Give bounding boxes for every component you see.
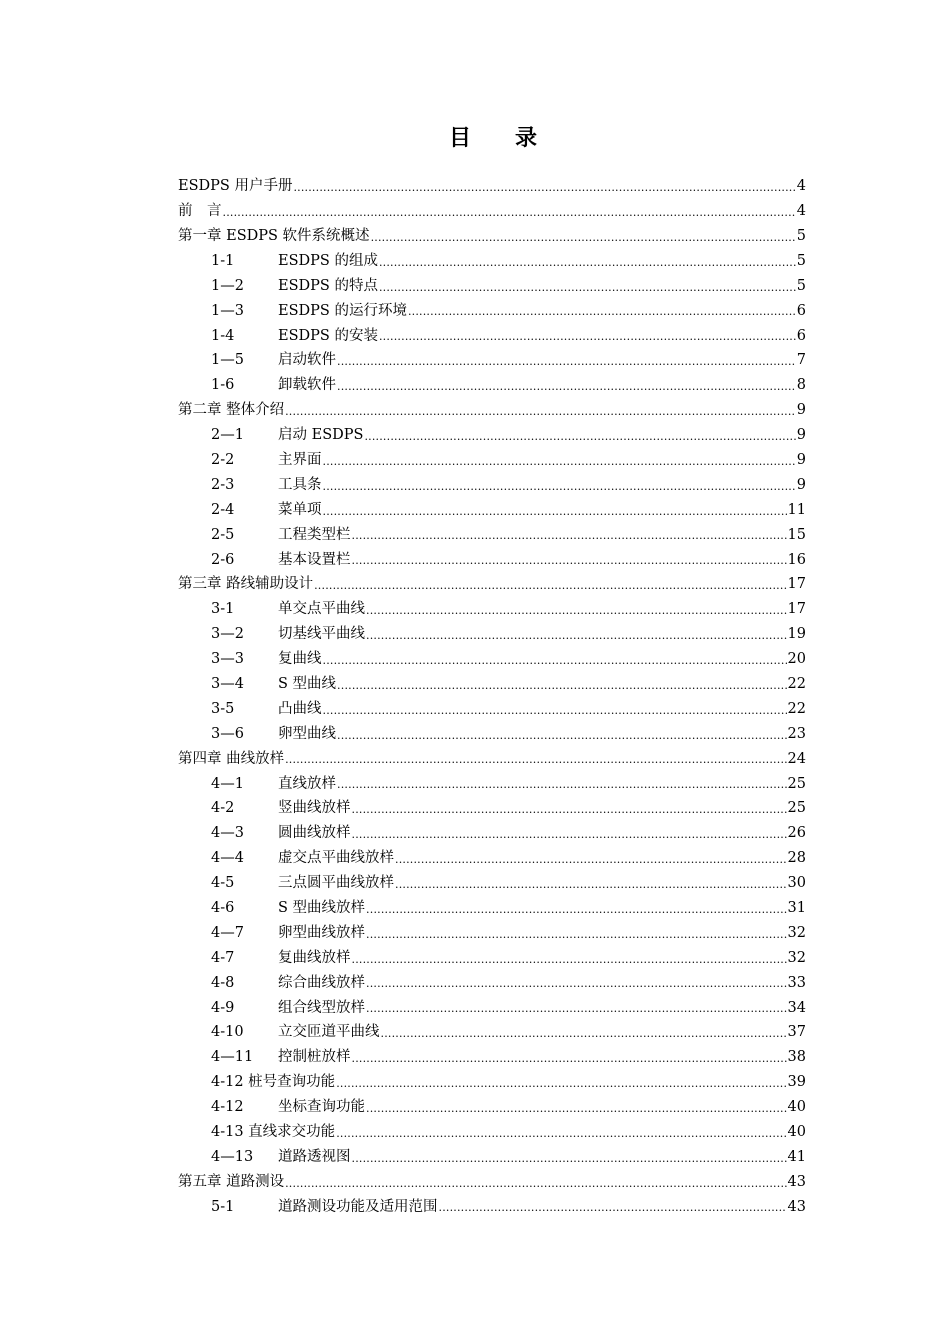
toc-dot-leader bbox=[293, 182, 795, 193]
toc-entry-page-number: 5 bbox=[796, 277, 806, 294]
toc-subentry[interactable] bbox=[178, 1145, 806, 1170]
toc-subentry[interactable] bbox=[178, 946, 806, 971]
toc-dot-leader bbox=[379, 331, 796, 342]
toc-dot-leader bbox=[408, 306, 796, 317]
toc-entry-label: 控制桩放样 bbox=[278, 1049, 351, 1066]
toc-entry-page-number: 8 bbox=[796, 377, 806, 394]
toc-entry-number: 1—3 bbox=[211, 302, 244, 319]
toc-entry-page-number: 25 bbox=[787, 800, 806, 817]
toc-entry[interactable] bbox=[178, 224, 806, 249]
toc-subentry[interactable] bbox=[178, 647, 806, 672]
toc-entry[interactable] bbox=[178, 174, 806, 199]
toc-dot-leader bbox=[439, 1202, 787, 1213]
toc-entry-page-number: 25 bbox=[787, 775, 806, 792]
toc-dot-leader bbox=[352, 804, 787, 815]
toc-entry-page-number: 33 bbox=[787, 974, 806, 991]
toc-entry-page-number: 20 bbox=[787, 651, 806, 668]
toc-entry-number: 2—1 bbox=[211, 427, 244, 444]
toc-subentry[interactable] bbox=[178, 971, 806, 996]
toc-entry-label: 第一章 ESDPS 软件系统概述 bbox=[178, 227, 370, 244]
toc-entry-number: 2-4 bbox=[211, 501, 235, 518]
toc-subentry[interactable] bbox=[178, 274, 806, 299]
toc-entry-page-number: 4 bbox=[796, 178, 806, 195]
toc-dot-leader bbox=[337, 680, 787, 691]
toc-entry-page-number: 22 bbox=[787, 700, 806, 717]
toc-entry-number: 4—7 bbox=[211, 924, 244, 941]
toc-entry-page-number: 22 bbox=[787, 676, 806, 692]
toc-dot-leader bbox=[323, 655, 787, 666]
toc-entry-label: 工程类型栏 bbox=[278, 526, 351, 543]
toc-entry-page-number: 6 bbox=[796, 327, 806, 344]
toc-dot-leader bbox=[352, 1153, 787, 1164]
toc-entry-number: 1-4 bbox=[211, 327, 235, 344]
toc-subentry[interactable] bbox=[178, 1120, 806, 1145]
toc-subentry[interactable] bbox=[178, 672, 806, 697]
toc-entry-label: 启动软件 bbox=[278, 352, 336, 369]
toc-entry-label: 基本设置栏 bbox=[278, 551, 351, 568]
toc-dot-leader bbox=[285, 754, 786, 765]
toc-entry-page-number: 17 bbox=[787, 576, 806, 593]
toc-entry-page-number: 40 bbox=[787, 1124, 806, 1141]
toc-dot-leader bbox=[336, 1128, 786, 1139]
toc-dot-leader bbox=[366, 1003, 787, 1014]
toc-entry-number: 4-8 bbox=[211, 974, 235, 991]
toc-entry-number: 4—11 bbox=[211, 1049, 254, 1066]
toc-entry-label: ESDPS 的安装 bbox=[278, 327, 378, 344]
toc-entry-page-number: 31 bbox=[787, 900, 806, 917]
toc-entry-label: 综合曲线放样 bbox=[278, 974, 365, 991]
toc-dot-leader bbox=[352, 1053, 787, 1064]
toc-entry-page-number: 9 bbox=[796, 476, 806, 493]
toc-dot-leader bbox=[352, 954, 787, 965]
toc-entry-label: 道路测设功能及适用范围 bbox=[278, 1198, 438, 1215]
toc-entry-number: 4—4 bbox=[211, 850, 244, 867]
toc-entry-number: 1—5 bbox=[211, 352, 244, 369]
toc-entry-label: 主界面 bbox=[278, 451, 322, 468]
toc-entry-number: 4-2 bbox=[211, 800, 235, 817]
toc-entry-number: 3-1 bbox=[211, 601, 235, 618]
toc-entry-label: 切基线平曲线 bbox=[278, 626, 365, 643]
toc-entry-label: 4-12 桩号查询功能 bbox=[211, 1074, 336, 1091]
toc-dot-leader bbox=[366, 904, 787, 915]
toc-entry-page-number: 5 bbox=[796, 227, 806, 244]
toc-entry-label: 第三章 路线辅助设计 bbox=[178, 576, 314, 593]
toc-subentry[interactable] bbox=[178, 348, 806, 373]
toc-dot-leader bbox=[323, 481, 796, 492]
toc-dot-leader bbox=[366, 929, 787, 940]
toc-entry-page-number: 28 bbox=[787, 850, 806, 867]
toc-dot-leader bbox=[323, 456, 796, 467]
toc-entry-page-number: 11 bbox=[787, 501, 806, 518]
toc-entry-page-number: 7 bbox=[796, 352, 806, 369]
toc-entry-number: 4-10 bbox=[211, 1024, 244, 1041]
toc-subentry[interactable] bbox=[178, 896, 806, 921]
toc-entry-number: 4-7 bbox=[211, 949, 235, 966]
toc-entry-label: 道路透视图 bbox=[278, 1148, 351, 1165]
toc-subentry[interactable] bbox=[178, 448, 806, 473]
toc-entry-number: 1-1 bbox=[211, 252, 235, 269]
toc-subentry[interactable] bbox=[178, 597, 806, 622]
toc-subentry[interactable] bbox=[178, 1020, 806, 1045]
toc-entry[interactable] bbox=[178, 1170, 806, 1195]
toc-entry-label: 竖曲线放样 bbox=[278, 800, 351, 817]
toc-entry-page-number: 38 bbox=[787, 1049, 806, 1066]
toc-dot-leader bbox=[337, 381, 796, 392]
toc-entry-number: 3—4 bbox=[211, 676, 244, 692]
toc-entry-label: 卵型曲线放样 bbox=[278, 924, 365, 941]
toc-entry-label: 复曲线放样 bbox=[278, 949, 351, 966]
toc-entry-number: 1-6 bbox=[211, 377, 235, 394]
toc-dot-leader bbox=[323, 705, 787, 716]
toc-entry-page-number: 24 bbox=[787, 750, 806, 767]
toc-dot-leader bbox=[337, 730, 787, 741]
toc-subentry[interactable] bbox=[178, 547, 806, 572]
table-of-contents bbox=[178, 174, 806, 1219]
toc-entry-number: 2-3 bbox=[211, 476, 235, 493]
toc-entry-label: ESDPS 的特点 bbox=[278, 277, 378, 294]
toc-entry-label: 第二章 整体介绍 bbox=[178, 402, 285, 419]
toc-dot-leader bbox=[364, 431, 795, 442]
toc-entry-label: 虚交点平曲线放样 bbox=[278, 850, 394, 867]
toc-entry-number: 4-5 bbox=[211, 875, 235, 892]
toc-subentry[interactable] bbox=[178, 298, 806, 323]
toc-entry-label: 复曲线 bbox=[278, 651, 322, 668]
toc-entry-page-number: 34 bbox=[787, 999, 806, 1016]
toc-entry-number: 4-6 bbox=[211, 900, 235, 917]
toc-dot-leader bbox=[337, 356, 796, 367]
toc-entry-label: 第四章 曲线放样 bbox=[178, 750, 285, 767]
toc-dot-leader bbox=[314, 580, 786, 591]
toc-subentry[interactable] bbox=[178, 423, 806, 448]
toc-subentry[interactable] bbox=[178, 1195, 806, 1220]
toc-entry-page-number: 15 bbox=[787, 526, 806, 543]
toc-dot-leader bbox=[323, 506, 787, 517]
toc-entry[interactable] bbox=[178, 398, 806, 423]
toc-subentry[interactable] bbox=[178, 921, 806, 946]
toc-entry-label: 菜单项 bbox=[278, 501, 322, 518]
toc-entry[interactable] bbox=[178, 746, 806, 771]
toc-entry-number: 5-1 bbox=[211, 1198, 235, 1215]
toc-dot-leader bbox=[285, 406, 796, 417]
toc-dot-leader bbox=[395, 854, 787, 865]
toc-dot-leader bbox=[352, 829, 787, 840]
toc-entry-number: 4—1 bbox=[211, 775, 244, 792]
toc-entry-label: 卸载软件 bbox=[278, 377, 336, 394]
toc-entry-number: 3—3 bbox=[211, 651, 244, 668]
toc-dot-leader bbox=[366, 1103, 787, 1114]
toc-subentry[interactable] bbox=[178, 498, 806, 523]
toc-entry[interactable] bbox=[178, 572, 806, 597]
toc-dot-leader bbox=[337, 779, 787, 790]
toc-entry-page-number: 39 bbox=[787, 1074, 806, 1091]
toc-dot-leader bbox=[381, 1028, 787, 1039]
toc-entry[interactable] bbox=[178, 199, 806, 224]
toc-entry-label: 第五章 道路测设 bbox=[178, 1173, 285, 1190]
toc-entry-page-number: 26 bbox=[787, 825, 806, 842]
toc-subentry[interactable] bbox=[178, 871, 806, 896]
toc-dot-leader bbox=[379, 257, 796, 268]
toc-title: 目 录 bbox=[448, 125, 537, 151]
toc-entry-label: 单交点平曲线 bbox=[278, 601, 365, 618]
toc-entry-page-number: 37 bbox=[787, 1024, 806, 1041]
toc-entry-label: 直线放样 bbox=[278, 775, 336, 792]
toc-entry-label: 圆曲线放样 bbox=[278, 825, 351, 842]
toc-subentry[interactable] bbox=[178, 249, 806, 274]
toc-dot-leader bbox=[366, 978, 787, 989]
toc-entry-page-number: 43 bbox=[787, 1198, 806, 1215]
toc-entry-number: 3-5 bbox=[211, 700, 235, 717]
toc-entry-number: 4-12 bbox=[211, 1099, 244, 1116]
toc-dot-leader bbox=[371, 232, 796, 243]
toc-entry-number: 4—3 bbox=[211, 825, 244, 842]
toc-subentry[interactable] bbox=[178, 722, 806, 747]
toc-dot-leader bbox=[352, 530, 787, 541]
toc-entry-label: ESDPS 的组成 bbox=[278, 252, 378, 269]
toc-entry-page-number: 4 bbox=[796, 203, 806, 220]
toc-subentry[interactable] bbox=[178, 1045, 806, 1070]
toc-entry-page-number: 9 bbox=[796, 451, 806, 468]
toc-entry-page-number: 41 bbox=[787, 1148, 806, 1165]
toc-entry-page-number: 23 bbox=[787, 725, 806, 742]
toc-subentry[interactable] bbox=[178, 697, 806, 722]
toc-entry-label: 启动 ESDPS bbox=[278, 427, 364, 444]
toc-entry-label: 卵型曲线 bbox=[278, 725, 336, 742]
toc-subentry[interactable] bbox=[178, 796, 806, 821]
toc-subentry[interactable] bbox=[178, 522, 806, 547]
toc-dot-leader bbox=[336, 1078, 786, 1089]
toc-dot-leader bbox=[366, 630, 787, 641]
toc-entry-label: 凸曲线 bbox=[278, 700, 322, 717]
toc-dot-leader bbox=[395, 879, 787, 890]
toc-entry-page-number: 19 bbox=[787, 626, 806, 643]
toc-entry-label: 工具条 bbox=[278, 476, 322, 493]
toc-entry-label: 三点圆平曲线放样 bbox=[278, 875, 394, 892]
toc-entry-label: 4-13 直线求交功能 bbox=[211, 1124, 336, 1141]
toc-entry-label: 前 言 bbox=[178, 203, 222, 220]
toc-entry-page-number: 32 bbox=[787, 949, 806, 966]
toc-entry-number: 2-2 bbox=[211, 451, 235, 468]
toc-dot-leader bbox=[379, 282, 796, 293]
toc-subentry[interactable] bbox=[178, 771, 806, 796]
toc-entry-number: 2-5 bbox=[211, 526, 235, 543]
toc-entry-number: 4-9 bbox=[211, 999, 235, 1016]
toc-entry-page-number: 9 bbox=[796, 427, 806, 444]
toc-entry-page-number: 17 bbox=[787, 601, 806, 618]
toc-entry-page-number: 32 bbox=[787, 924, 806, 941]
toc-entry-label: ESDPS 的运行环境 bbox=[278, 302, 407, 319]
toc-entry-label: 组合线型放样 bbox=[278, 999, 365, 1016]
toc-entry-page-number: 43 bbox=[787, 1173, 806, 1190]
toc-entry-label: S 型曲线 bbox=[278, 676, 337, 692]
toc-dot-leader bbox=[352, 555, 787, 566]
toc-entry-label: 立交匝道平曲线 bbox=[278, 1024, 380, 1041]
toc-dot-leader bbox=[285, 1178, 786, 1189]
toc-entry-number: 3—6 bbox=[211, 725, 244, 742]
toc-entry-number: 2-6 bbox=[211, 551, 235, 568]
toc-entry-label: S 型曲线放样 bbox=[278, 900, 366, 917]
toc-entry-number: 3—2 bbox=[211, 626, 244, 643]
toc-subentry[interactable] bbox=[178, 1095, 806, 1120]
toc-entry-label: ESDPS 用户手册 bbox=[178, 178, 293, 195]
toc-entry-page-number: 30 bbox=[787, 875, 806, 892]
toc-subentry[interactable] bbox=[178, 1070, 806, 1095]
toc-entry-page-number: 16 bbox=[787, 551, 806, 568]
toc-subentry[interactable] bbox=[178, 473, 806, 498]
toc-entry-label: 坐标查询功能 bbox=[278, 1099, 365, 1116]
toc-entry-page-number: 40 bbox=[787, 1099, 806, 1116]
toc-entry-number: 4—13 bbox=[211, 1148, 254, 1165]
toc-subentry[interactable] bbox=[178, 622, 806, 647]
toc-subentry[interactable] bbox=[178, 373, 806, 398]
toc-subentry[interactable] bbox=[178, 995, 806, 1020]
toc-entry-page-number: 5 bbox=[796, 252, 806, 269]
toc-entry-page-number: 9 bbox=[796, 402, 806, 419]
toc-entry-page-number: 6 bbox=[796, 302, 806, 319]
toc-dot-leader bbox=[223, 207, 796, 218]
toc-subentry[interactable] bbox=[178, 821, 806, 846]
toc-subentry[interactable] bbox=[178, 846, 806, 871]
toc-subentry[interactable] bbox=[178, 323, 806, 348]
toc-entry-number: 1—2 bbox=[211, 277, 244, 294]
toc-dot-leader bbox=[366, 605, 787, 616]
